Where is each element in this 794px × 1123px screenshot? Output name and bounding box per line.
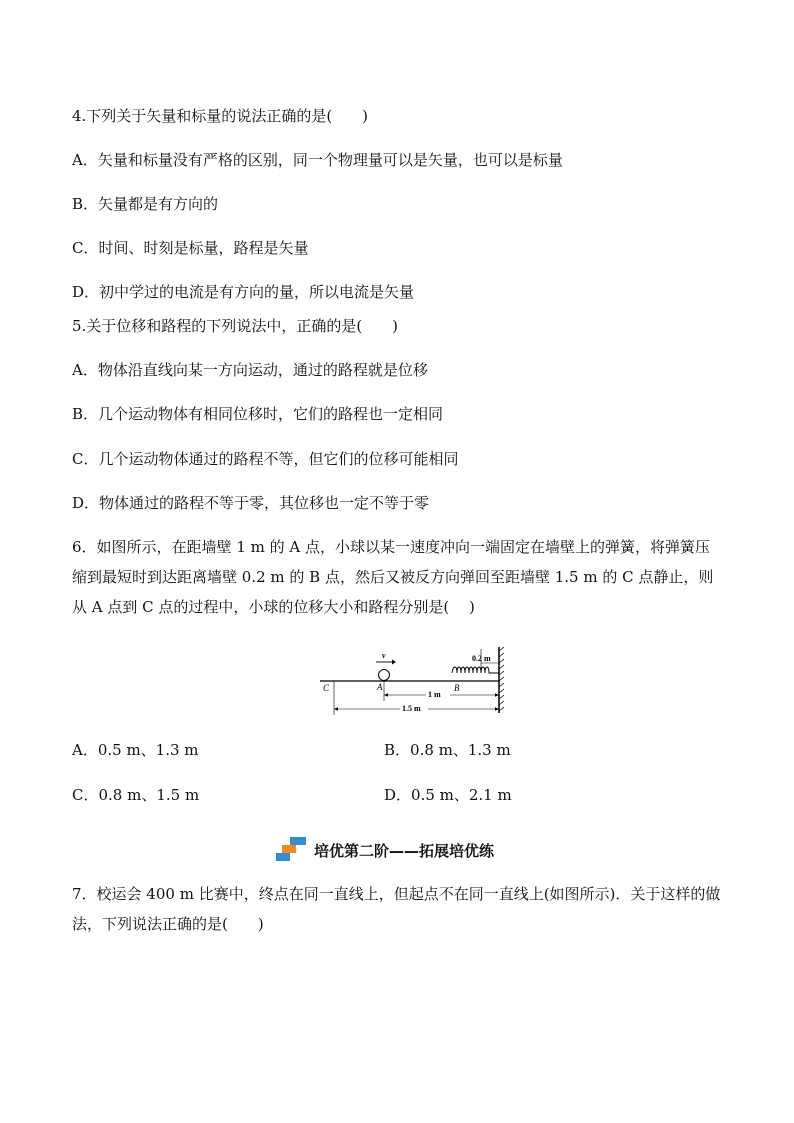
q5-stem: 5.关于位移和路程的下列说法中，正确的是( ) [72, 317, 399, 335]
point-c-label: C [323, 683, 330, 693]
q6-option-a: A．0.5 m、1.3 m [72, 741, 199, 759]
q5-option-d: D．物体通过的路程不等于零，其位移也一定不等于零 [72, 494, 430, 512]
q4-stem: 4.下列关于矢量和标量的说法正确的是( ) [72, 107, 369, 125]
q6-stem: 6．如图所示，在距墙壁 1 m 的 A 点，小球以某一速度冲向一端固定在墙壁上的弹簧，将弹簧压缩到最短时到达距离墙壁 0.2 m 的 B 点，然后又被反方向弹回至距墙壁 1.5 m 的 C 点静止，则从 A 点到 C 点的过程中，小球的位移大小和路程分别是( ) [72, 538, 714, 616]
point-a-label: A [377, 682, 383, 692]
velocity-arrowhead [392, 660, 396, 665]
dim-02-label: 0.2 m [472, 654, 491, 663]
spring-wall-figure [318, 645, 508, 717]
section-deco-icon [276, 837, 306, 863]
q4-option-c: C．时间、时刻是标量，路程是矢量 [72, 239, 309, 257]
section-title: 培优第二阶——拓展培优练 [314, 841, 495, 860]
spring [452, 667, 499, 673]
q7-stem: 7．校运会 400 m 比赛中，终点在同一直线上，但起点不在同一直线上(如图所示)．关于这样的做法，下列说法正确的是( ) [72, 885, 721, 933]
q4-option-d: D．初中学过的电流是有方向的量，所以电流是矢量 [72, 283, 415, 301]
dim-15-label: 1.5 m [402, 704, 421, 713]
q6-option-d: D．0.5 m、2.1 m [384, 786, 512, 804]
q4-option-b: B．矢量都是有方向的 [72, 195, 219, 213]
q5-option-c: C．几个运动物体通过的路程不等，但它们的位移可能相同 [72, 450, 459, 468]
q6-option-b: B．0.8 m、1.3 m [384, 741, 511, 759]
point-b-label: B [454, 683, 460, 693]
q4-option-a: A．矢量和标量没有严格的区别，同一个物理量可以是矢量，也可以是标量 [72, 151, 563, 169]
dim-1-label: 1 m [428, 690, 441, 699]
q5-option-b: B．几个运动物体有相同位移时，它们的路程也一定相同 [72, 405, 444, 423]
section-header [276, 836, 494, 864]
velocity-label: v [382, 651, 386, 660]
q6-option-c: C．0.8 m、1.5 m [72, 786, 200, 804]
q5-option-a: A．物体沿直线向某一方向运动，通过的路程就是位移 [72, 361, 428, 379]
ball [379, 670, 390, 681]
